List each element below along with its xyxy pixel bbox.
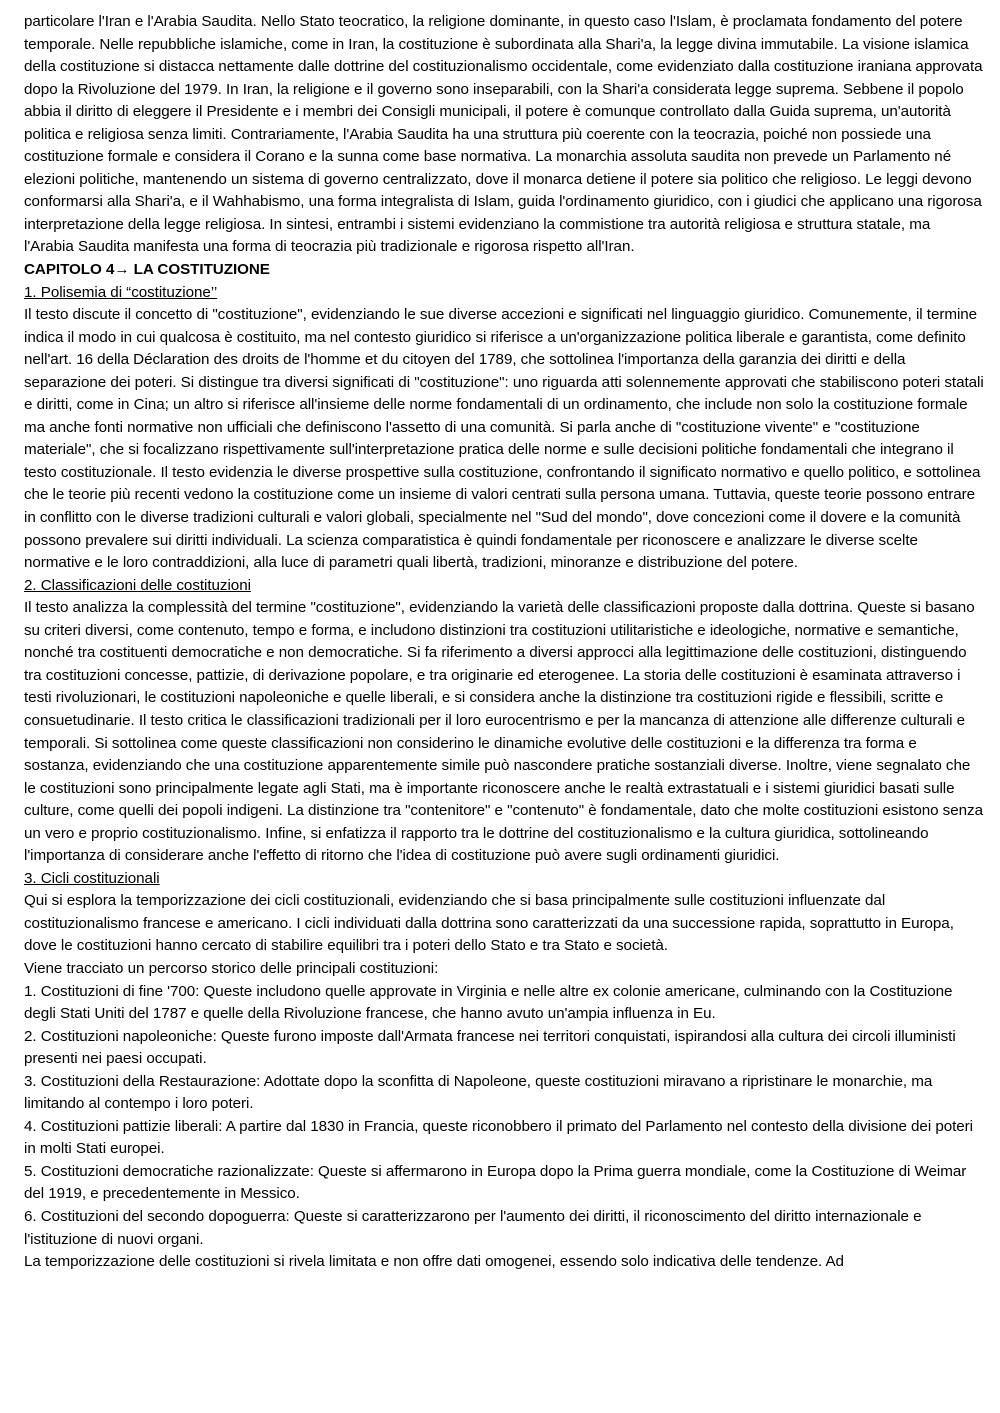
list-item: 5. Costituzioni democratiche razionalizzate: Queste si affermarono in Europa dopo la Prima guerra mondiale, come la Costituzione di Weimar del 1919, e precedentemente in Messico. bbox=[24, 1162, 967, 1203]
section-paragraph-polisemia: Il testo discute il concetto di "costituzione", evidenziando le sue diverse accezioni e significati nel linguaggio giuridico. Comunemente, il termine indica il modo in cui qualcosa è costituito, ma nel contesto giuridico si riferisce a un'organizzazione politica liberale e garantista, come definito nell'art. 16 della Déclaration des droits de l'homme et du citoyen del 1789, che sottolinea l'importanza della garanzia dei diritti e della separazione dei poteri. Si distingue tra diversi significati di "costituzione": uno riguarda atti solennemente approvati che stabiliscono poteri statali e diritti, come in Cina; un altro si riferisce all'insieme delle norme fondamentali di un ordinamento, che include non solo la costituzione formale ma anche fonti normative non ufficiali che definiscono l'assetto di una comunità. Si parla anche di "costituzione vivente" e "costituzione materiale", che si focalizzano rispettivamente sull'interpretazione pratica delle norme e sulle decisioni politiche fondamentali che integrano il testo costituzionale. Il testo evidenzia le diverse prospettive sulla costituzione, confrontando il significato normativo e quello politico, e sottolinea che le teorie più recenti vedono la costituzione come un insieme di valori centrati sulla persona umana. Tuttavia, queste teorie possono entrare in conflitto con le diverse tradizioni culturali e valori globali, specialmente nel "Sud del mondo", dove concezioni come il dovere e la comunità possono prevalere sui diritti individuali. La scienza comparatistica è quindi fondamentale per riconoscere e analizzare le diverse scelte normative e le loro contraddizioni, alla luce di parametri quali libertà, tradizioni, minoranze e distribuzione del potere. bbox=[24, 306, 984, 572]
section-paragraph-cicli: Qui si esplora la temporizzazione dei cicli costituzionali, evidenziando che si basa principalmente sulle costituzioni influenzate dal costituzionalismo francese e americano. I cicli individuati dalla dottrina sono caratterizzati da una successione rapida, soprattutto in Europa, dove le costituzioni hanno cercato di stabilire equilibri tra i poteri dello Stato e tra Stato e società. bbox=[24, 892, 954, 955]
section-heading-classificazioni: 2. Classificazioni delle costituzioni bbox=[24, 576, 251, 594]
list-intro: Viene tracciato un percorso storico delle principali costituzioni: bbox=[24, 959, 439, 977]
section-heading-cicli: 3. Cicli costituzionali bbox=[24, 869, 160, 887]
list-item: 4. Costituzioni pattizie liberali: A partire dal 1830 in Francia, queste riconobbero il primato del Parlamento nel contesto della divisione dei poteri in molti Stati europei. bbox=[24, 1117, 974, 1158]
intro-paragraph: particolare l'Iran e l'Arabia Saudita. Nello Stato teocratico, la religione dominante, in questo caso l'Islam, è proclamata fondamento del potere temporale. Nelle repubbliche islamiche, come in Iran, la costituzione è subordinata alla Shari'a, la legge divina immutabile. La visione islamica della costituzione si distacca nettamente dalle dottrine del costituzionalismo occidentale, come evidenziato dalla costituzione iraniana approvata dopo la Rivoluzione del 1979. In Iran, la religione e il governo sono inseparabili, con la Shari'a considerata legge suprema. Sebbene il popolo abbia il diritto di eleggere il Presidente e i membri dei Consigli municipali, il potere è comunque controllato dalla Guida suprema, un'autorità politica e religiosa senza limiti. Contrariamente, l'Arabia Saudita ha una struttura più coerente con la teocrazia, poiché non possiede una costituzione formale e considera il Corano e la sunna come base normativa. La monarchia assoluta saudita non prevede un Parlamento né elezioni politiche, mantenendo un sistema di governo centralizzato, dove il monarca detiene il potere sia politico che religioso. Le leggi devono conformarsi alla Shari'a, e il Wahhabismo, una forma integralista di Islam, guida l'ordinamento giuridico, con i giudici che applicano una rigorosa interpretazione della legge religiosa. In sintesi, entrambi i sistemi evidenziano la commistione tra autorità religiosa e struttura statale, ma l'Arabia Saudita manifesta una forma di teocrazia più tradizionale e rigorosa rispetto all'Iran. bbox=[24, 13, 983, 256]
list-item: 6. Costituzioni del secondo dopoguerra: Queste si caratterizzarono per l'aumento dei diritti, il riconoscimento del diritto internazionale e l'istituzione di nuovi organi. bbox=[24, 1207, 922, 1248]
list-item: 1. Costituzioni di fine '700: Queste includono quelle approvate in Virginia e nelle altre ex colonie americane, culminando con la Costituzione degli Stati Uniti del 1787 e quelle della Rivoluzione francese, che hanno avuto un'ampia influenza in Eu. bbox=[24, 982, 953, 1023]
closing-line: La temporizzazione delle costituzioni si rivela limitata e non offre dati omogenei, essendo solo indicativa delle tendenze. Ad bbox=[24, 1253, 844, 1271]
list-item: 3. Costituzioni della Restaurazione: Adottate dopo la sconfitta di Napoleone, queste costituzioni miravano a ripristinare le monarchie, ma limitando al contempo i loro poteri. bbox=[24, 1072, 933, 1113]
section-paragraph-classificazioni: Il testo analizza la complessità del termine "costituzione", evidenziando la varietà delle classificazioni proposte dalla dottrina. Queste si basano su criteri diversi, come contenuto, tempo e forma, e includono distinzioni tra costituzioni utilitaristiche e ideologiche, normative e semantiche, nonché tra costituenti democratiche e non democratiche. Si fa riferimento a diversi approcci alla legittimazione delle costituzioni, distinguendo tra costituzioni concesse, pattizie, di derivazione popolare, e tra originarie ed eterogenee. La storia delle costituzioni è esaminata attraverso i testi rivoluzionari, le costituzioni napoleoniche e quelle liberali, e si considera anche la distinzione tra costituzioni rigide e flessibili, scritte e consuetudinarie. Il testo critica le classificazioni tradizionali per il loro eurocentrismo e per la mancanza di attenzione alle differenze culturali e temporali. Si sottolinea come queste classificazioni non considerino le dinamiche evolutive delle costituzioni e la differenza tra forma e sostanza, evidenziando che una costituzione apparentemente simile può nascondere pratiche sostanziali diverse. Inoltre, viene segnalato che le costituzioni sono principalmente legate agli Stati, ma è importante riconoscere anche le realtà extrastatuali e i sistemi giuridici basati sulle culture, come quelli dei popoli indigeni. La distinzione tra "contenitore" e "contenuto" è fondamentale, dato che molte costituzioni esistono senza un vero e proprio costituzionalismo. Infine, si enfatizza il rapporto tra le dottrine del costituzionalismo e la cultura giuridica, sottolineando l'importanza di considerare anche l'effetto di ritorno che l'idea di costituzione può avere sugli ordinamenti giuridici. bbox=[24, 599, 983, 865]
list-item: 2. Costituzioni napoleoniche: Queste furono imposte dall'Armata francese nei territori conquistati, ispirandosi alla cultura dei circoli illuministi presenti nei paesi occupati. bbox=[24, 1027, 956, 1068]
chapter-heading: CAPITOLO 4→ LA COSTITUZIONE bbox=[24, 261, 270, 279]
section-heading-polisemia: 1. Polisemia di “costituzione’’ bbox=[24, 283, 218, 301]
